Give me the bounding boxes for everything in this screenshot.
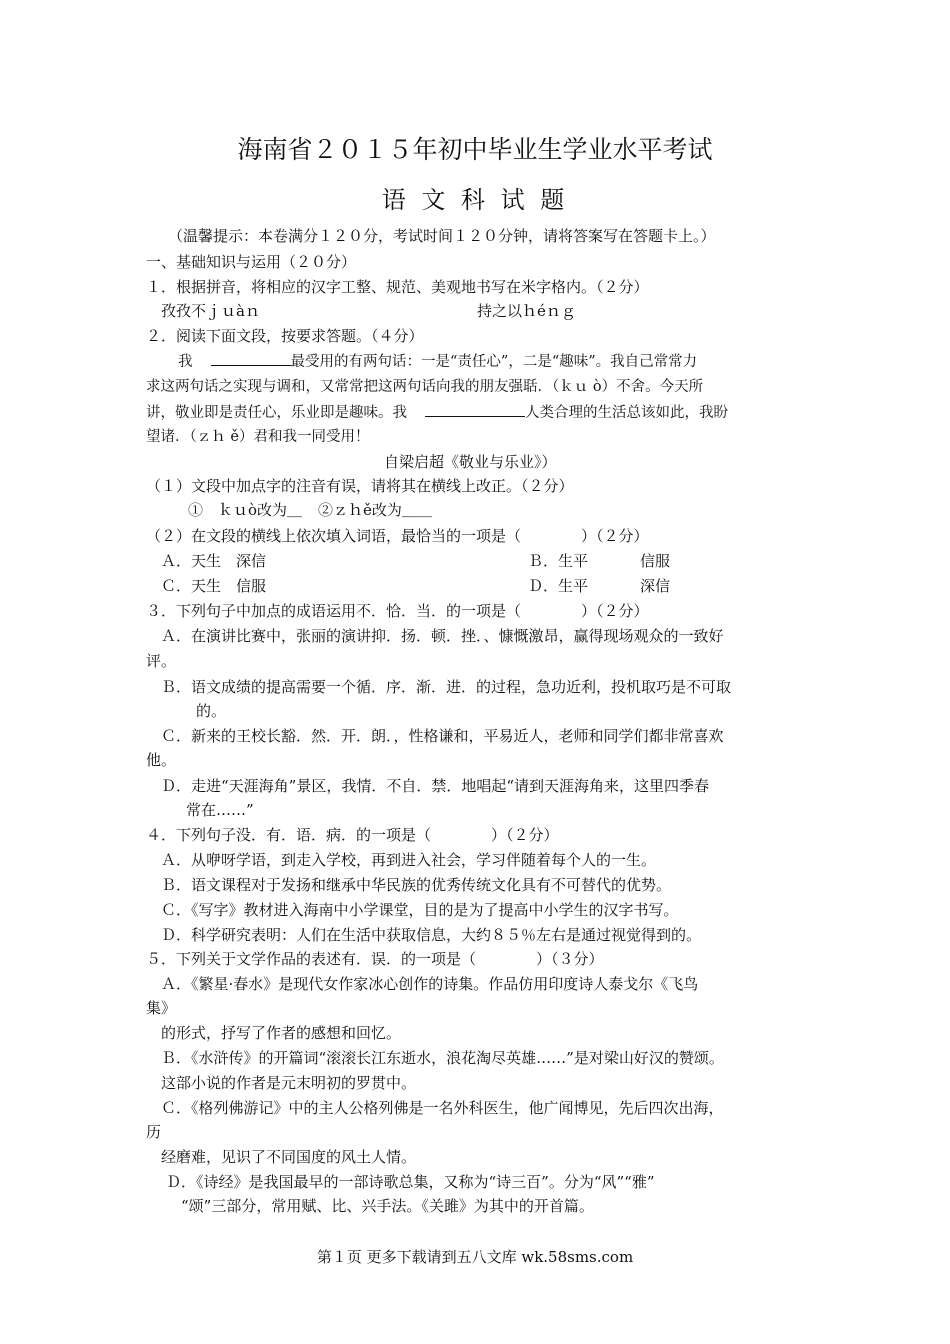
q2-passage-line-4: 望诸．（ｚｈ ě）君和我一同受用！ (146, 429, 370, 445)
q4-option-b: Ｂ．语文课程对于发扬和继承中华民族的优秀传统文化具有不可替代的优势。 (161, 876, 672, 894)
q2-option-b-label: Ｂ．生平 (528, 552, 589, 570)
q5-option-c-line-3: 经磨难，见识了不同国度的风土人情。 (161, 1148, 417, 1166)
q1-item-2: 持之以ｈéｎｇ (477, 302, 576, 320)
q2-blank-1 (211, 351, 291, 366)
q2-sub-1: （１）文段中加点字的注音有误，请将其在横线上改正。（２分） (146, 477, 574, 495)
q1-item-1: 孜孜不ｊｕàｎ (161, 302, 260, 320)
q3-option-a-line-2: 评。 (146, 652, 177, 670)
q4-option-c: Ｃ．《写字》教材进入海南中小学课堂，目的是为了提高中小学生的汉字书写。 (161, 901, 679, 919)
q5-option-a-line-2: 集》 (146, 999, 177, 1017)
q2-option-c: Ｃ．天生 信服 (161, 577, 267, 595)
q2-passage-text: 讲，敬业即是责任心，乐业即是趣味。我 (146, 405, 407, 421)
q4-option-d: Ｄ．科学研究表明：人们在生活中获取信息，大约８５％左右是通过视觉得到的。 (161, 926, 702, 944)
q2-passage-text: 人类合理的生活总该如此，我盼 (525, 405, 728, 421)
q4-stem: ４．下列句子没．有．语．病．的一项是（ ）（２分） (146, 826, 559, 844)
q2-passage-line-2: 求这两句话之实现与调和，又常常把这两句话向我的朋友强聒．（ｋｕ ò）不舍。今天所 (146, 379, 704, 395)
q3-stem: ３．下列句子中加点的成语运用不．恰．当．的一项是（ ）（２分） (146, 602, 649, 620)
q2-passage-text: 最受用的有两句话：一是“责任心”，二是“趣味”。我自己常常力 (290, 354, 698, 370)
q5-stem: ５．下列关于文学作品的表述有．误．的一项是（ ）（３分） (146, 950, 604, 968)
page-footer: 第１页 更多下载请到五八文库 wk.58sms.com (316, 1248, 634, 1266)
q2-passage-text: 我 (178, 354, 193, 370)
q5-option-d-line-1: Ｄ．《诗经》是我国最早的一部诗歌总集，又称为“诗三百”。分为“风”“雅” (166, 1173, 655, 1191)
q2-sub-2: （２）在文段的横线上依次填入词语，最恰当的一项是（ ）（２分） (146, 527, 649, 545)
q5-option-a-line-3: 的形式，抒写了作者的感想和回忆。 (161, 1024, 402, 1042)
q2-option-d-label: Ｄ．生平 (528, 577, 589, 595)
q5-option-a-line-1: Ａ．《繁星·春水》是现代女作家冰心创作的诗集。作品仿用印度诗人泰戈尔《飞鸟 (161, 975, 699, 993)
q3-option-c-line-1: Ｃ．新来的王校长豁．然．开．朗．，性格谦和，平易近人，老师和同学们都非常喜欢 (161, 727, 724, 745)
q5-option-c-line-1: Ｃ．《格列佛游记》中的主人公格列佛是一名外科医生，他广闻博见，先后四次出海， (161, 1099, 724, 1117)
q3-option-b-line-2: 的。 (196, 702, 227, 720)
q2-option-a: Ａ．天生 深信 (161, 552, 267, 570)
q2-stem: ２．阅读下面文段，按要求答题。（４分） (146, 327, 424, 345)
q2-passage-line-3 (146, 402, 728, 423)
q2-option-b (528, 551, 670, 571)
exam-title: 海南省２０１５年初中毕业生学业水平考试 (237, 135, 713, 164)
q3-option-c-line-2: 他。 (146, 751, 177, 769)
q2-option-d (528, 576, 670, 596)
q3-option-b-line-1: Ｂ．语文成绩的提高需要一个循．序．渐．进．的过程，急功近利，投机取巧是不可取 (161, 678, 732, 696)
q2-sub-1-answer-b: ②ｚｈě改为＿＿ (318, 501, 432, 519)
q2-option-b-word: 信服 (640, 552, 671, 570)
q5-option-b-line-2: 这部小说的作者是元末明初的罗贯中。 (161, 1074, 417, 1092)
q4-option-a: Ａ．从咿呀学语，到走入学校，再到进入社会，学习伴随着每个人的一生。 (161, 851, 657, 869)
q3-option-d-line-1: Ｄ．走进“天涯海角”景区，我情．不自．禁．地唱起“请到天涯海角来，这里四季春 (161, 777, 710, 795)
q2-blank-2 (425, 402, 525, 417)
notice: （温馨提示：本卷满分１２０分，考试时间１２０分钟，请将答案写在答题卡上。） (168, 227, 716, 245)
q1-stem: １．根据拼音，将相应的汉字工整、规范、美观地书写在米字格内。（２分） (146, 278, 649, 296)
q2-source: 自梁启超《敬业与乐业》） (384, 453, 557, 471)
q5-option-c-line-2: 历 (146, 1123, 162, 1141)
q2-passage-line-1 (178, 351, 697, 372)
exam-subtitle: 语 文 科 试 题 (381, 186, 569, 214)
q5-option-d-line-2: “颂”三部分，常用赋、比、兴手法。《关雎》为其中的开首篇。 (181, 1197, 594, 1215)
q2-sub-1-answer-a: ① ｋｕò改为＿ (188, 501, 303, 519)
section-heading: 一、基础知识与运用（２０分） (146, 253, 357, 271)
q3-option-d-line-2: 常在……” (186, 801, 254, 819)
q2-option-d-word: 深信 (640, 577, 671, 595)
q5-option-b-line-1: Ｂ．《水浒传》的开篇词“滚滚长江东逝水，浪花淘尽英雄……”是对梁山好汉的赞颂。 (161, 1049, 724, 1067)
q3-option-a-line-1: Ａ．在演讲比赛中，张丽的演讲抑．扬．顿．挫．、慷慨激昂，赢得现场观众的一致好 (161, 627, 724, 645)
